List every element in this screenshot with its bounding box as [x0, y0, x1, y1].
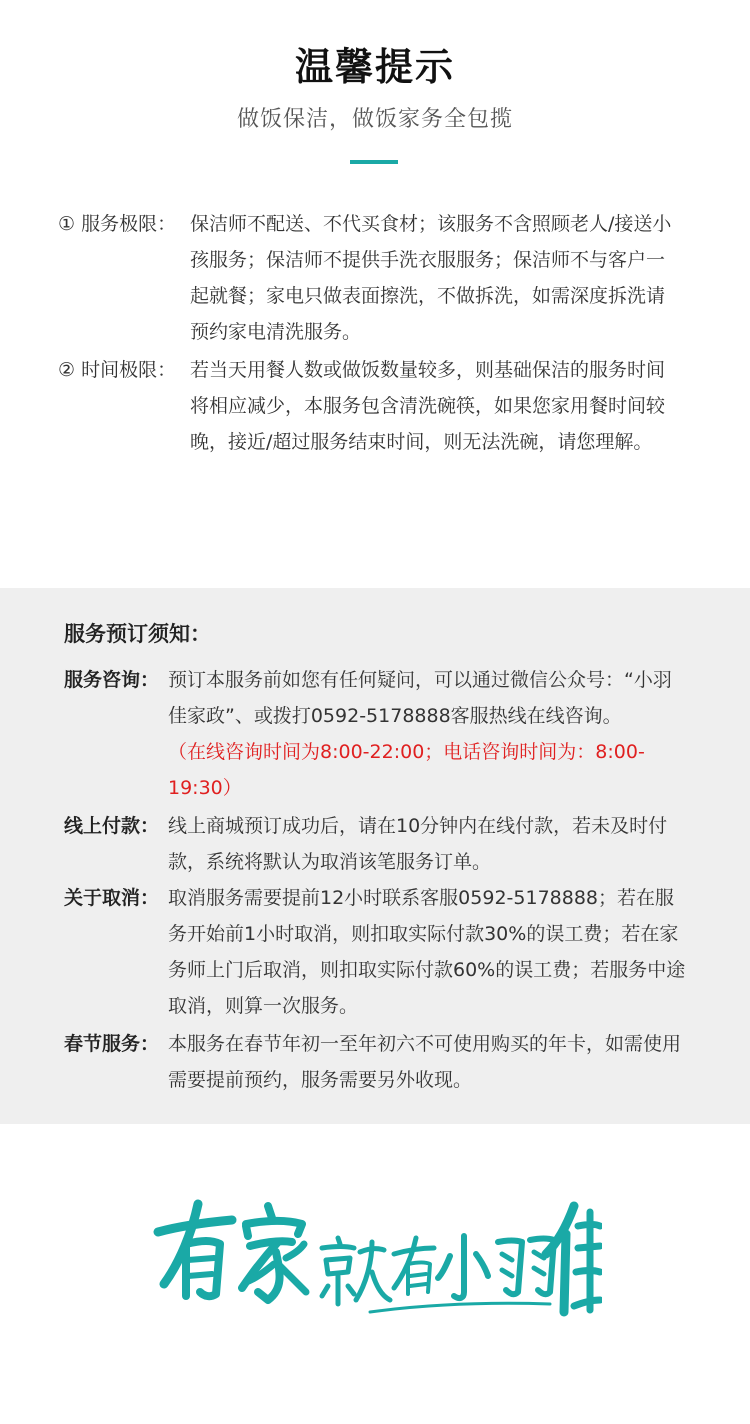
tips-section [0, 0, 750, 588]
notice-body: 预订本服务前如您有任何疑问，可以通过微信公众号：“小羽佳家政”、或拨打0592-5178888客服热线在线咨询。 [168, 669, 672, 727]
title-divider [350, 160, 398, 164]
slogan-calligraphy-logo [150, 1192, 602, 1322]
notice-title: 服务预订须知： [64, 622, 211, 646]
tips-title: 温馨提示 [294, 45, 455, 89]
consultation-hours: （在线咨询时间为8:00-22:00；电话咨询时间为：8:00-19:30） [168, 741, 645, 799]
tip-text: 保洁师不配送、不代买食材；该服务不含照顾老人/接送小孩服务；保洁师不提供手洗衣服服务；保洁师不与客户一起就餐；家电只做表面擦洗，不做拆洗，如需深度拆洗请预约家电清洗服务。 [190, 213, 672, 343]
tip-text: 若当天用餐人数或做饭数量较多，则基础保洁的服务时间将相应减少，本服务包含清洗碗筷，如果您家用餐时间较晚，接近/超过服务结束时间，则无法洗碗，请您理解。 [190, 359, 666, 453]
notice-label: 关于取消： [64, 887, 160, 909]
notice-label: 线上付款： [64, 815, 160, 837]
tips-subtitle: 做饭保洁，做饭家务全包揽 [236, 107, 513, 132]
notice-text [168, 662, 688, 806]
notice-text: 取消服务需要提前12小时联系客服0592-5178888；若在服务开始前1小时取消，则扣取实际付款30%的误工费；若在家务师上门后取消，则扣取实际付款60%的误工费；若服务中途取消，则算一次服务。 [168, 887, 686, 1017]
slogan-calligraphy-image [150, 1192, 602, 1322]
notice-text: 线上商城预订成功后，请在10分钟内在线付款，若未及时付款，系统将默认为取消该笔服务订单。 [168, 815, 668, 873]
tip-label: ① 服务极限： [58, 213, 177, 235]
notice-text: 本服务在春节年初一至年初六不可使用购买的年卡，如需使用需要提前预约，服务需要另外收现。 [168, 1033, 682, 1091]
notice-label: 春节服务： [64, 1033, 160, 1055]
booking-notice-section [0, 588, 750, 1124]
notice-label: 服务咨询： [64, 669, 160, 691]
tip-label: ② 时间极限： [58, 359, 177, 381]
